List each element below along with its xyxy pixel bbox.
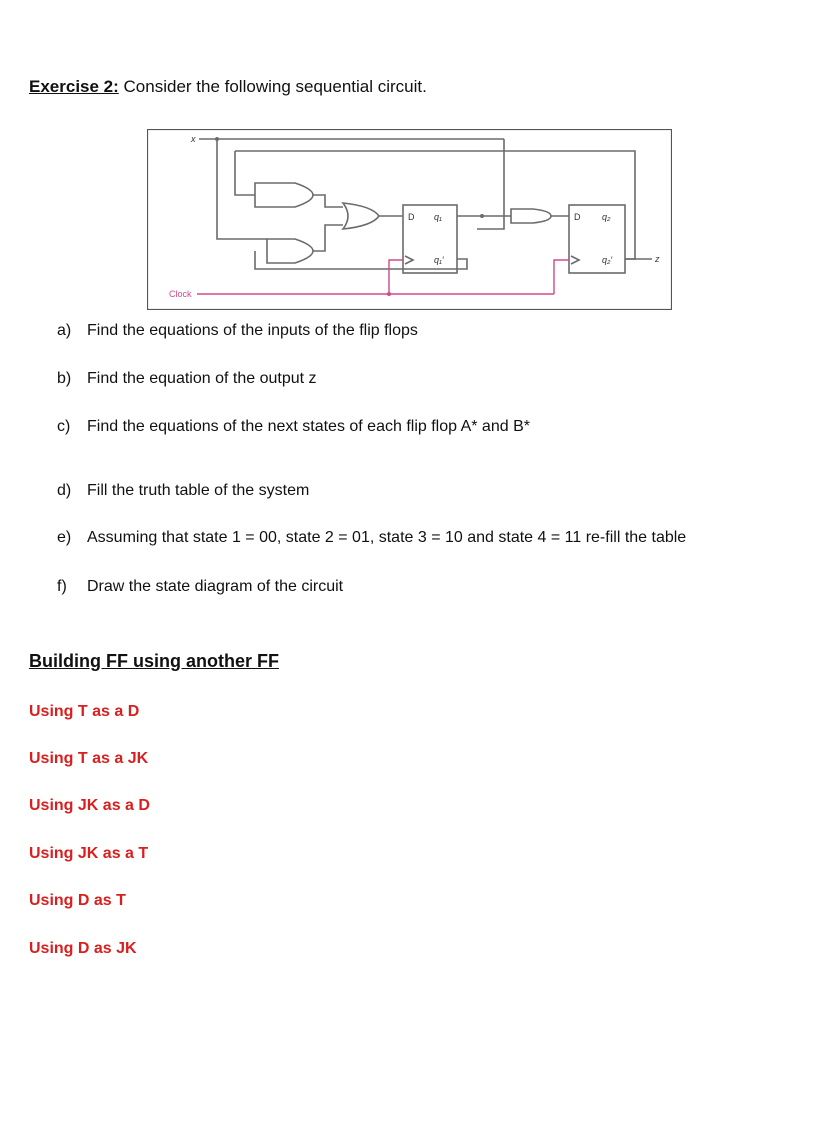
exercise-text: Consider the following sequential circuit. (118, 77, 427, 96)
ff1-q-label: q₁ (434, 212, 442, 222)
ff2-q-label: q₂ (602, 212, 611, 222)
circuit-figure (147, 129, 672, 310)
question-d (57, 482, 309, 500)
clock-junction (387, 292, 391, 296)
question-letter: c) (57, 418, 71, 435)
question-text: Assuming that state 1 = 00, state 2 = 01, state 3 = 10 and state 4 = 11 re-fill the table (87, 529, 687, 546)
x-label: x (191, 134, 196, 144)
red-item: Using D as JK (29, 940, 137, 957)
question-letter: b) (57, 370, 72, 387)
red-item: Using D as T (29, 892, 126, 909)
red-item: Using JK as a D (29, 797, 150, 814)
circuit-diagram (147, 129, 672, 310)
section-heading: Building FF using another FF (29, 651, 279, 671)
red-item: Using T as a JK (29, 750, 149, 767)
clock-label: Clock (169, 289, 192, 299)
question-letter: e) (57, 529, 72, 546)
q1-junction (480, 214, 484, 218)
question-text: Find the equations of the next states of each flip flop A* and B* (87, 418, 530, 435)
exercise-label: Exercise 2: (29, 77, 119, 96)
question-c (57, 418, 530, 436)
question-text: Fill the truth table of the system (87, 482, 310, 499)
question-text: Find the equations of the inputs of the flip flops (87, 322, 418, 339)
ff1-qbar-label: q₁′ (434, 255, 444, 265)
question-letter: f) (57, 578, 67, 595)
ff2-qbar-label: q₂′ (602, 255, 613, 265)
question-e (57, 529, 686, 547)
red-item: Using JK as a T (29, 845, 149, 862)
question-f (57, 578, 343, 596)
ff1-d-label: D (408, 212, 415, 222)
question-letter: a) (57, 322, 72, 339)
question-a (57, 322, 418, 340)
question-text: Find the equation of the output z (87, 370, 317, 387)
z-label: z (655, 254, 660, 264)
ff2-d-label: D (574, 212, 581, 222)
question-b (57, 370, 317, 388)
exercise-title (29, 77, 427, 97)
question-letter: d) (57, 482, 72, 499)
red-item: Using T as a D (29, 703, 140, 720)
question-text: Draw the state diagram of the circuit (87, 578, 344, 595)
